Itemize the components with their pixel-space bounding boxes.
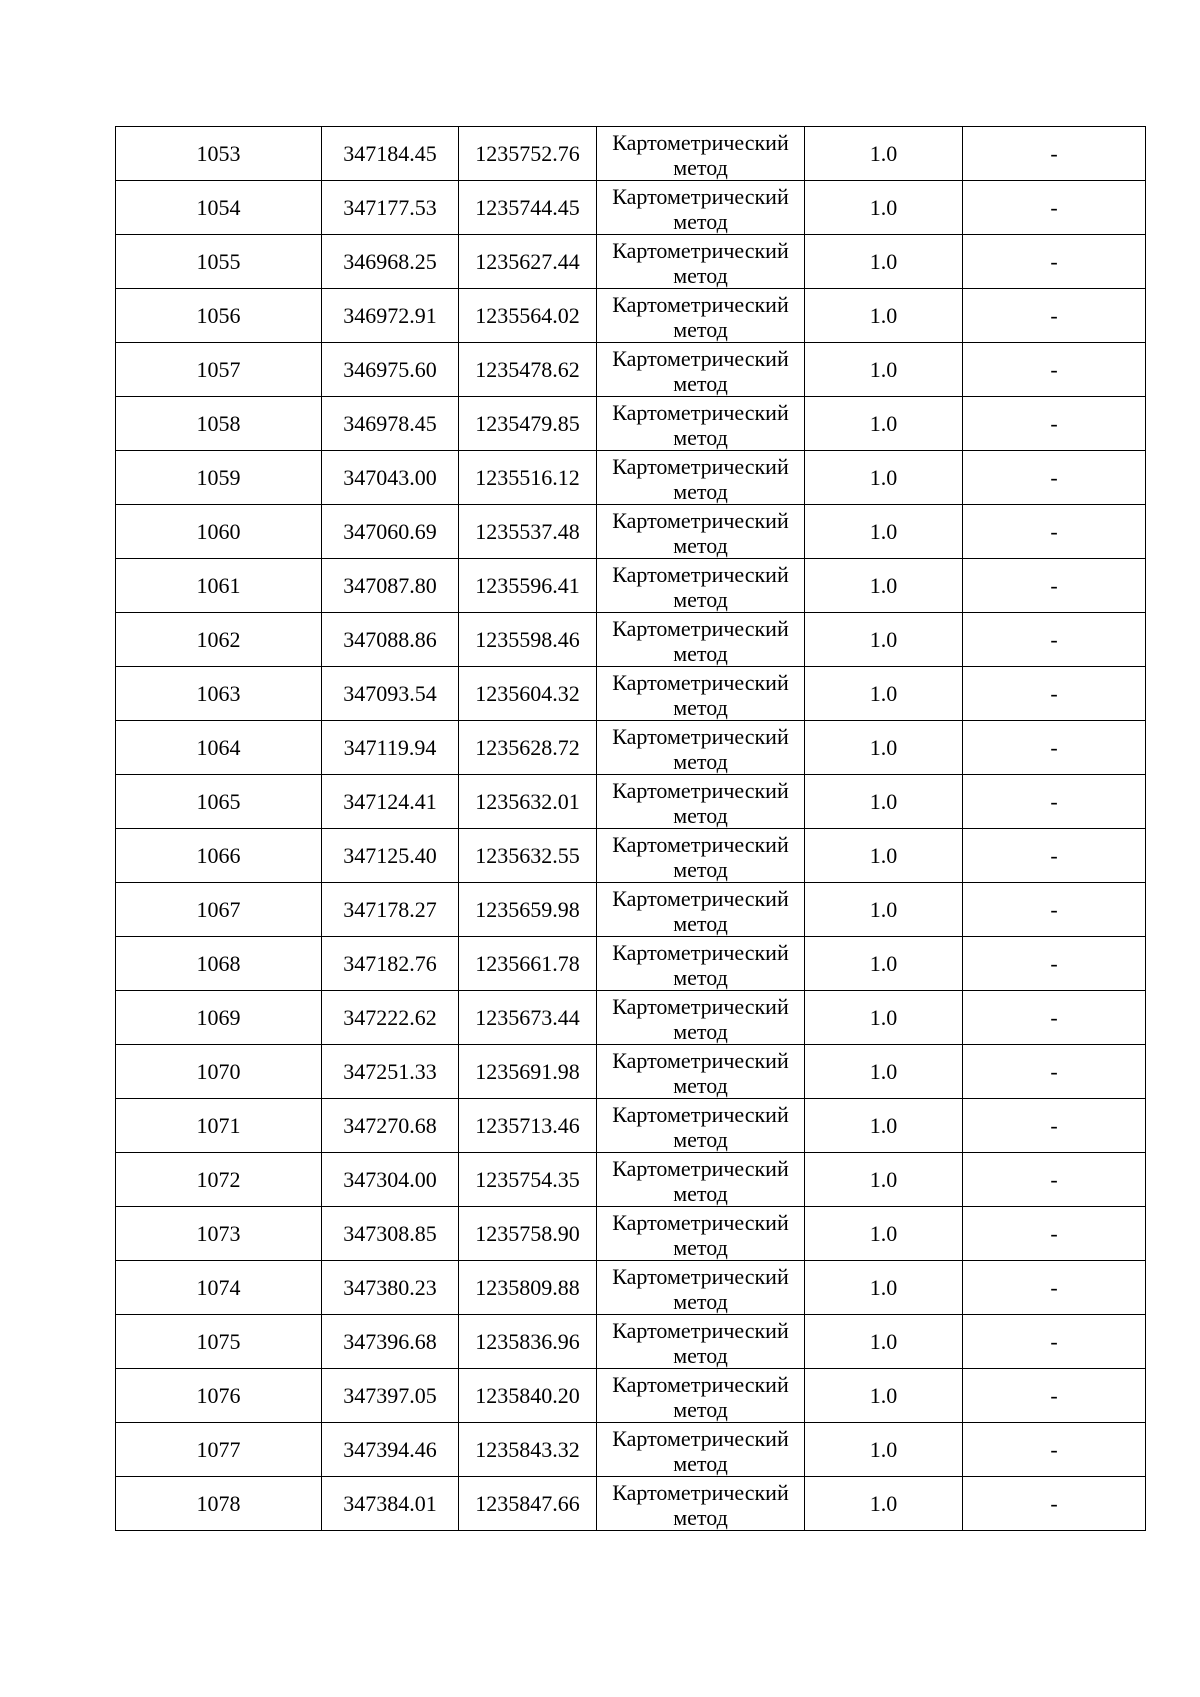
method-cell <box>597 991 805 1045</box>
x-coordinate-cell: 347060.69 <box>322 505 459 559</box>
method-line-1: Картометрический <box>612 723 789 749</box>
point-number-cell: 1059 <box>116 451 322 505</box>
table-row <box>116 127 1146 181</box>
method-line-1: Картометрический <box>612 345 789 371</box>
table-row <box>116 343 1146 397</box>
point-number-cell: 1062 <box>116 613 322 667</box>
y-coordinate-cell: 1235691.98 <box>459 1045 597 1099</box>
accuracy-cell: 1.0 <box>805 505 963 559</box>
note-cell: - <box>963 1477 1146 1531</box>
method-line-2: метод <box>673 1450 728 1476</box>
x-coordinate-cell: 347182.76 <box>322 937 459 991</box>
y-coordinate-cell: 1235628.72 <box>459 721 597 775</box>
point-number-cell: 1066 <box>116 829 322 883</box>
x-coordinate-cell: 347119.94 <box>322 721 459 775</box>
point-number-cell: 1072 <box>116 1153 322 1207</box>
table-row <box>116 721 1146 775</box>
method-cell <box>597 667 805 721</box>
table-row <box>116 451 1146 505</box>
method-line-1: Картометрический <box>612 561 789 587</box>
y-coordinate-cell: 1235564.02 <box>459 289 597 343</box>
table-row <box>116 1207 1146 1261</box>
note-cell: - <box>963 235 1146 289</box>
method-line-1: Картометрический <box>612 291 789 317</box>
y-coordinate-cell: 1235809.88 <box>459 1261 597 1315</box>
method-line-2: метод <box>673 1342 728 1368</box>
note-cell: - <box>963 775 1146 829</box>
method-line-1: Картометрический <box>612 399 789 425</box>
x-coordinate-cell: 347125.40 <box>322 829 459 883</box>
method-line-1: Картометрический <box>612 669 789 695</box>
x-coordinate-cell: 346978.45 <box>322 397 459 451</box>
note-cell: - <box>963 1423 1146 1477</box>
y-coordinate-cell: 1235596.41 <box>459 559 597 613</box>
table-row <box>116 1477 1146 1531</box>
y-coordinate-cell: 1235758.90 <box>459 1207 597 1261</box>
accuracy-cell: 1.0 <box>805 289 963 343</box>
y-coordinate-cell: 1235537.48 <box>459 505 597 559</box>
note-cell: - <box>963 937 1146 991</box>
note-cell: - <box>963 667 1146 721</box>
y-coordinate-cell: 1235754.35 <box>459 1153 597 1207</box>
accuracy-cell: 1.0 <box>805 451 963 505</box>
method-line-1: Картометрический <box>612 1047 789 1073</box>
point-number-cell: 1074 <box>116 1261 322 1315</box>
x-coordinate-cell: 347124.41 <box>322 775 459 829</box>
table-row <box>116 775 1146 829</box>
method-cell <box>597 1369 805 1423</box>
accuracy-cell: 1.0 <box>805 1099 963 1153</box>
point-number-cell: 1069 <box>116 991 322 1045</box>
method-cell <box>597 559 805 613</box>
method-line-1: Картометрический <box>612 831 789 857</box>
note-cell: - <box>963 1369 1146 1423</box>
method-line-2: метод <box>673 478 728 504</box>
method-line-2: метод <box>673 1180 728 1206</box>
method-line-2: метод <box>673 1288 728 1314</box>
accuracy-cell: 1.0 <box>805 991 963 1045</box>
accuracy-cell: 1.0 <box>805 397 963 451</box>
method-line-1: Картометрический <box>612 1425 789 1451</box>
method-line-1: Картометрический <box>612 453 789 479</box>
note-cell: - <box>963 397 1146 451</box>
note-cell: - <box>963 127 1146 181</box>
x-coordinate-cell: 347396.68 <box>322 1315 459 1369</box>
accuracy-cell: 1.0 <box>805 235 963 289</box>
point-number-cell: 1060 <box>116 505 322 559</box>
method-line-1: Картометрический <box>612 183 789 209</box>
method-line-2: метод <box>673 208 728 234</box>
table-row <box>116 613 1146 667</box>
y-coordinate-cell: 1235659.98 <box>459 883 597 937</box>
table-row <box>116 235 1146 289</box>
y-coordinate-cell: 1235632.55 <box>459 829 597 883</box>
x-coordinate-cell: 347397.05 <box>322 1369 459 1423</box>
method-line-1: Картометрический <box>612 939 789 965</box>
point-number-cell: 1055 <box>116 235 322 289</box>
method-cell <box>597 1099 805 1153</box>
point-number-cell: 1078 <box>116 1477 322 1531</box>
accuracy-cell: 1.0 <box>805 127 963 181</box>
point-number-cell: 1058 <box>116 397 322 451</box>
method-cell <box>597 937 805 991</box>
point-number-cell: 1067 <box>116 883 322 937</box>
accuracy-cell: 1.0 <box>805 937 963 991</box>
table-row <box>116 1099 1146 1153</box>
method-line-2: метод <box>673 1396 728 1422</box>
accuracy-cell: 1.0 <box>805 1477 963 1531</box>
point-number-cell: 1056 <box>116 289 322 343</box>
table-row <box>116 289 1146 343</box>
table-row <box>116 1153 1146 1207</box>
y-coordinate-cell: 1235836.96 <box>459 1315 597 1369</box>
method-line-2: метод <box>673 910 728 936</box>
note-cell: - <box>963 883 1146 937</box>
note-cell: - <box>963 559 1146 613</box>
accuracy-cell: 1.0 <box>805 1423 963 1477</box>
point-number-cell: 1075 <box>116 1315 322 1369</box>
y-coordinate-cell: 1235847.66 <box>459 1477 597 1531</box>
y-coordinate-cell: 1235604.32 <box>459 667 597 721</box>
y-coordinate-cell: 1235516.12 <box>459 451 597 505</box>
method-line-2: метод <box>673 748 728 774</box>
point-number-cell: 1064 <box>116 721 322 775</box>
method-line-1: Картометрический <box>612 237 789 263</box>
table-row <box>116 829 1146 883</box>
method-cell <box>597 181 805 235</box>
method-cell <box>597 127 805 181</box>
table-row <box>116 505 1146 559</box>
point-number-cell: 1071 <box>116 1099 322 1153</box>
point-number-cell: 1073 <box>116 1207 322 1261</box>
note-cell: - <box>963 1261 1146 1315</box>
y-coordinate-cell: 1235752.76 <box>459 127 597 181</box>
method-line-1: Картометрический <box>612 1371 789 1397</box>
y-coordinate-cell: 1235627.44 <box>459 235 597 289</box>
x-coordinate-cell: 347222.62 <box>322 991 459 1045</box>
method-line-2: метод <box>673 586 728 612</box>
method-cell <box>597 1315 805 1369</box>
note-cell: - <box>963 1315 1146 1369</box>
y-coordinate-cell: 1235632.01 <box>459 775 597 829</box>
y-coordinate-cell: 1235479.85 <box>459 397 597 451</box>
x-coordinate-cell: 347251.33 <box>322 1045 459 1099</box>
coordinates-table-body <box>116 127 1146 1531</box>
accuracy-cell: 1.0 <box>805 667 963 721</box>
method-cell <box>597 1423 805 1477</box>
accuracy-cell: 1.0 <box>805 181 963 235</box>
point-number-cell: 1077 <box>116 1423 322 1477</box>
y-coordinate-cell: 1235673.44 <box>459 991 597 1045</box>
x-coordinate-cell: 347178.27 <box>322 883 459 937</box>
table-row <box>116 937 1146 991</box>
method-cell <box>597 1045 805 1099</box>
table-row <box>116 559 1146 613</box>
coordinates-table <box>115 126 1146 1531</box>
table-row <box>116 1423 1146 1477</box>
x-coordinate-cell: 347308.85 <box>322 1207 459 1261</box>
x-coordinate-cell: 346972.91 <box>322 289 459 343</box>
method-cell <box>597 613 805 667</box>
accuracy-cell: 1.0 <box>805 613 963 667</box>
x-coordinate-cell: 347304.00 <box>322 1153 459 1207</box>
accuracy-cell: 1.0 <box>805 343 963 397</box>
note-cell: - <box>963 289 1146 343</box>
method-cell <box>597 289 805 343</box>
method-line-1: Картометрический <box>612 1101 789 1127</box>
method-line-2: метод <box>673 154 728 180</box>
note-cell: - <box>963 721 1146 775</box>
point-number-cell: 1061 <box>116 559 322 613</box>
accuracy-cell: 1.0 <box>805 1315 963 1369</box>
method-line-1: Картометрический <box>612 1155 789 1181</box>
method-cell <box>597 721 805 775</box>
x-coordinate-cell: 347177.53 <box>322 181 459 235</box>
y-coordinate-cell: 1235840.20 <box>459 1369 597 1423</box>
accuracy-cell: 1.0 <box>805 883 963 937</box>
accuracy-cell: 1.0 <box>805 775 963 829</box>
method-cell <box>597 775 805 829</box>
method-line-2: метод <box>673 1126 728 1152</box>
y-coordinate-cell: 1235598.46 <box>459 613 597 667</box>
note-cell: - <box>963 505 1146 559</box>
table-row <box>116 1261 1146 1315</box>
method-line-1: Картометрический <box>612 615 789 641</box>
point-number-cell: 1057 <box>116 343 322 397</box>
x-coordinate-cell: 347270.68 <box>322 1099 459 1153</box>
note-cell: - <box>963 1045 1146 1099</box>
method-cell <box>597 829 805 883</box>
method-line-1: Картометрический <box>612 1479 789 1505</box>
method-line-2: метод <box>673 694 728 720</box>
method-line-2: метод <box>673 640 728 666</box>
table-row <box>116 1369 1146 1423</box>
y-coordinate-cell: 1235843.32 <box>459 1423 597 1477</box>
x-coordinate-cell: 346968.25 <box>322 235 459 289</box>
method-line-1: Картометрический <box>612 993 789 1019</box>
method-cell <box>597 505 805 559</box>
method-line-1: Картометрический <box>612 129 789 155</box>
point-number-cell: 1065 <box>116 775 322 829</box>
method-line-2: метод <box>673 802 728 828</box>
table-row <box>116 397 1146 451</box>
note-cell: - <box>963 1153 1146 1207</box>
method-line-2: метод <box>673 1018 728 1044</box>
accuracy-cell: 1.0 <box>805 559 963 613</box>
method-line-2: метод <box>673 964 728 990</box>
accuracy-cell: 1.0 <box>805 1261 963 1315</box>
method-line-1: Картометрический <box>612 777 789 803</box>
y-coordinate-cell: 1235713.46 <box>459 1099 597 1153</box>
x-coordinate-cell: 347384.01 <box>322 1477 459 1531</box>
method-cell <box>597 397 805 451</box>
point-number-cell: 1053 <box>116 127 322 181</box>
method-cell <box>597 883 805 937</box>
method-line-2: метод <box>673 1234 728 1260</box>
accuracy-cell: 1.0 <box>805 721 963 775</box>
y-coordinate-cell: 1235478.62 <box>459 343 597 397</box>
method-line-2: метод <box>673 1504 728 1530</box>
table-row <box>116 883 1146 937</box>
x-coordinate-cell: 347093.54 <box>322 667 459 721</box>
note-cell: - <box>963 991 1146 1045</box>
method-cell <box>597 1261 805 1315</box>
accuracy-cell: 1.0 <box>805 1207 963 1261</box>
point-number-cell: 1054 <box>116 181 322 235</box>
table-row <box>116 181 1146 235</box>
method-line-1: Картометрический <box>612 1317 789 1343</box>
method-line-2: метод <box>673 424 728 450</box>
method-cell <box>597 235 805 289</box>
method-line-1: Картометрический <box>612 1209 789 1235</box>
method-line-1: Картометрический <box>612 1263 789 1289</box>
accuracy-cell: 1.0 <box>805 1153 963 1207</box>
x-coordinate-cell: 347394.46 <box>322 1423 459 1477</box>
note-cell: - <box>963 343 1146 397</box>
table-row <box>116 667 1146 721</box>
method-cell <box>597 1153 805 1207</box>
method-line-2: метод <box>673 370 728 396</box>
x-coordinate-cell: 347380.23 <box>322 1261 459 1315</box>
x-coordinate-cell: 347043.00 <box>322 451 459 505</box>
method-line-1: Картометрический <box>612 885 789 911</box>
method-line-2: метод <box>673 1072 728 1098</box>
accuracy-cell: 1.0 <box>805 829 963 883</box>
method-line-2: метод <box>673 856 728 882</box>
note-cell: - <box>963 829 1146 883</box>
method-cell <box>597 343 805 397</box>
note-cell: - <box>963 181 1146 235</box>
table-row <box>116 1045 1146 1099</box>
table-row <box>116 1315 1146 1369</box>
method-cell <box>597 1207 805 1261</box>
y-coordinate-cell: 1235744.45 <box>459 181 597 235</box>
point-number-cell: 1063 <box>116 667 322 721</box>
y-coordinate-cell: 1235661.78 <box>459 937 597 991</box>
method-line-2: метод <box>673 262 728 288</box>
note-cell: - <box>963 1099 1146 1153</box>
note-cell: - <box>963 613 1146 667</box>
method-cell <box>597 451 805 505</box>
x-coordinate-cell: 347087.80 <box>322 559 459 613</box>
x-coordinate-cell: 347088.86 <box>322 613 459 667</box>
point-number-cell: 1076 <box>116 1369 322 1423</box>
accuracy-cell: 1.0 <box>805 1045 963 1099</box>
method-line-2: метод <box>673 316 728 342</box>
point-number-cell: 1068 <box>116 937 322 991</box>
accuracy-cell: 1.0 <box>805 1369 963 1423</box>
table-row <box>116 991 1146 1045</box>
note-cell: - <box>963 1207 1146 1261</box>
method-line-1: Картометрический <box>612 507 789 533</box>
method-cell <box>597 1477 805 1531</box>
note-cell: - <box>963 451 1146 505</box>
x-coordinate-cell: 346975.60 <box>322 343 459 397</box>
x-coordinate-cell: 347184.45 <box>322 127 459 181</box>
method-line-2: метод <box>673 532 728 558</box>
point-number-cell: 1070 <box>116 1045 322 1099</box>
